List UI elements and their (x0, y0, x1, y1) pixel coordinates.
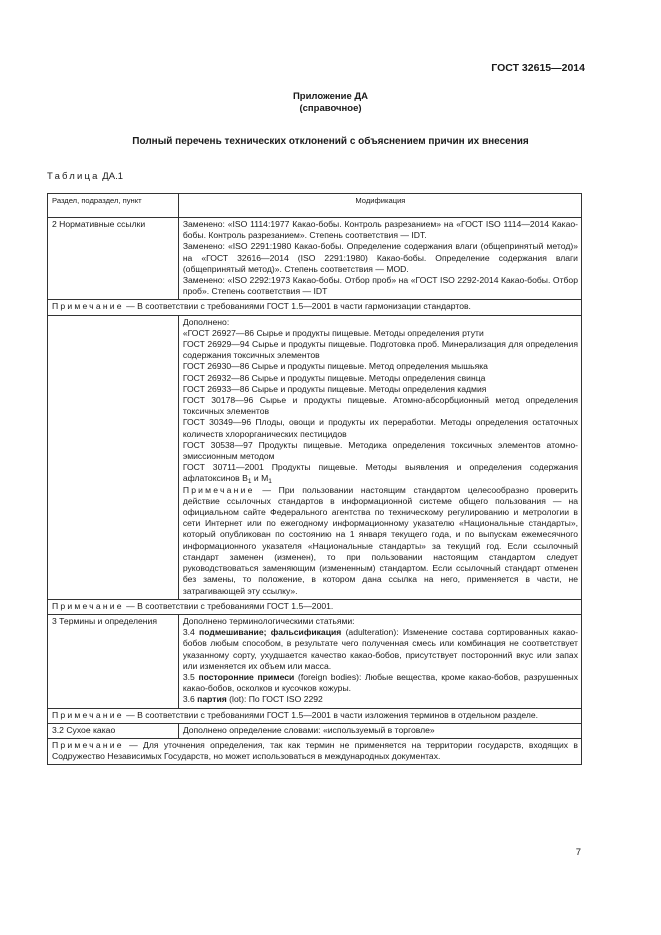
row-section: 2 Нормативные ссылки (48, 218, 179, 300)
note-label: Примечание (52, 739, 124, 750)
terms-intro: Дополнено терминологическими статьями: (182, 615, 355, 626)
subscript: 1 (268, 478, 272, 486)
term-entry (183, 694, 578, 705)
modification-line: ГОСТ 26930—86 Сырье и продукты пищевые. Метод определения мышьяка (182, 361, 488, 372)
term-name: партия (197, 694, 227, 705)
modification-line: ГОСТ 30178—96 Сырье и продукты пищевые. Атомно-абсорбционный метод определения токсичных элементов (182, 395, 578, 417)
note-text: — В соответствии с требованиями ГОСТ 1.5—2001. (126, 600, 334, 611)
term-name: посторонние примеси (198, 671, 295, 682)
subscript: 1 (247, 478, 252, 486)
term-number: 3.5 (182, 671, 195, 682)
note-label: Примечание (52, 301, 124, 312)
modification-line: ГОСТ 30349—96 Плоды, овощи и продукты их переработки. Методы определения остаточных количеств хлорорганических пестицидов (182, 417, 578, 439)
term-entry (183, 672, 578, 694)
aflatoxin-text: ГОСТ 30711—2001 Продукты пищевые. Методы выявления и определения содержания афлатоксинов B (182, 462, 578, 484)
standard-number: ГОСТ 32615—2014 (491, 62, 585, 74)
table-header-row (48, 194, 582, 218)
note-label: Примечание (52, 600, 124, 611)
term-entry (183, 627, 578, 672)
note-text: — В соответствии с требованиями ГОСТ 1.5—2001 в части гармонизации стандартов. (126, 301, 471, 312)
inner-note (183, 485, 578, 597)
appendix-heading (0, 91, 661, 115)
row-section (48, 315, 179, 599)
note-text: — В соответствии с требованиями ГОСТ 1.5—2001 в части изложения терминов в отдельном разделе. (126, 709, 539, 720)
note-label: Примечание (52, 709, 124, 720)
row-modification (178, 614, 581, 708)
page-title: Полный перечень технических отклонений с объяснением причин их внесения (132, 136, 529, 147)
term-number: 3.4 (182, 627, 195, 638)
term-number: 3.6 (182, 694, 195, 705)
row-modification: Дополнено определение словами: «используемый в торговле» (178, 723, 581, 738)
row-modification (178, 315, 581, 599)
appendix-subtitle: (справочное) (299, 103, 362, 114)
term-name: подмешивание; фальсификация (199, 627, 342, 638)
appendix-title: Приложение ДА (292, 91, 369, 102)
modification-line: ГОСТ 26932—86 Сырье и продукты пищевые. Методы определения свинца (182, 372, 486, 383)
table-row (48, 218, 582, 300)
modification-line: ГОСТ 30538—97 Продукты пищевые. Методика определения токсичных элементов атомно-эмиссионным методом (182, 439, 578, 462)
note-row (48, 300, 582, 315)
table-row (48, 315, 582, 599)
note-cell (48, 599, 582, 614)
note-cell (48, 738, 582, 764)
table-caption-label: Таблица (47, 171, 100, 182)
term-definition: (foreign bodies): Любые вещества, кроме какао-бобов, разрушенных какао-бобов, осколков и кусочков кожуры. (182, 671, 579, 694)
deviations-table (47, 193, 582, 765)
row-modification (178, 218, 581, 300)
note-row (48, 599, 582, 614)
note-cell (48, 708, 582, 723)
note-text: — Для уточнения определения, так как термин не применяется на территории государств, входящих в Содружество Независимых Государств, но может использоваться в международных документах. (52, 739, 578, 762)
term-definition: (adulteration): Изменение состава сортированных какао-бобов любым способом, в результате чего полученная смесь или комбинация не соответствует указанному сорту, ухудшается качество какао-бобов, присутствует посторонний вкус или запах или изменяется их объем или масса. (182, 627, 578, 671)
aflatoxin-line (183, 462, 578, 484)
page-number: 7 (575, 847, 581, 858)
inner-note-text: — При пользовании настоящим стандартом целесообразно проверить действие ссылочных стандартов в информационной системе общего пользования — на официальном сайте Федерального агентства по техническому регулированию и метрологии в сети Интернет или по ежегодному информационному указателю «Национальные стандарты», который опубликован по состоянию на 1 января текущего года, и по выпускам ежемесячного информационного указателя «Национальные стандарты» за текущий год. Если ссылочный стандарт заменен (изменен), то при пользовании настоящим стандартом следует руководствоваться заменяющим (измененным) стандартом. Если ссылочный стандарт отменен без замены, то положение, в котором дана ссылка на него, применяется в части, не затрагивающей эту ссылку». (182, 484, 578, 596)
term-definition: (lot): По ГОСТ ISO 2292 (229, 694, 323, 705)
inner-note-label: Примечание (182, 484, 255, 495)
modification-line: Заменено: «ISO 2291:1980 Какао-бобы. Определение содержания влаги (общепринятый метод)» на «ГОСТ 32616—2014 (ISO 2291:1980) Какао-бобы. Определение содержания влаги (общепринятый метод)». Степень соответствия — MOD. (182, 241, 578, 274)
note-cell (48, 300, 582, 315)
modification-line: Заменено: «ISO 1114:1977 Какао-бобы. Контроль разрезанием» на «ГОСТ ISO 1114—2014 Какао-бобы. Контроль разрезанием». Степень соответствия — IDT. (182, 219, 578, 241)
row-section: 3 Термины и определения (48, 614, 179, 708)
table-row (48, 723, 582, 738)
table-caption-number: ДА.1 (102, 171, 123, 182)
modification-line: Заменено: «ISO 2292:1973 Какао-бобы. Отбор проб» на «ГОСТ ISO 2292-2014 Какао-бобы. Отбор проб». Степень соответствия — IDT (182, 275, 578, 297)
and-text: и M (251, 473, 269, 484)
note-row (48, 738, 582, 764)
modification-line: «ГОСТ 26927—86 Сырье и продукты пищевые. Методы определения ртути (182, 327, 484, 338)
note-row (48, 708, 582, 723)
table-row (48, 614, 582, 708)
header-modification: Модификация (178, 194, 581, 218)
modification-line: ГОСТ 26933—86 Сырье и продукты пищевые. Методы определения кадмия (182, 383, 487, 394)
table-caption (47, 171, 123, 182)
header-section: Раздел, подраздел, пункт (48, 194, 179, 218)
modification-line: ГОСТ 26929—94 Сырье и продукты пищевые. Подготовка проб. Минерализация для определения содержания токсичных элементов (182, 339, 578, 361)
modification-line: Дополнено: (182, 316, 230, 327)
row-section: 3.2 Сухое какао (48, 723, 179, 738)
